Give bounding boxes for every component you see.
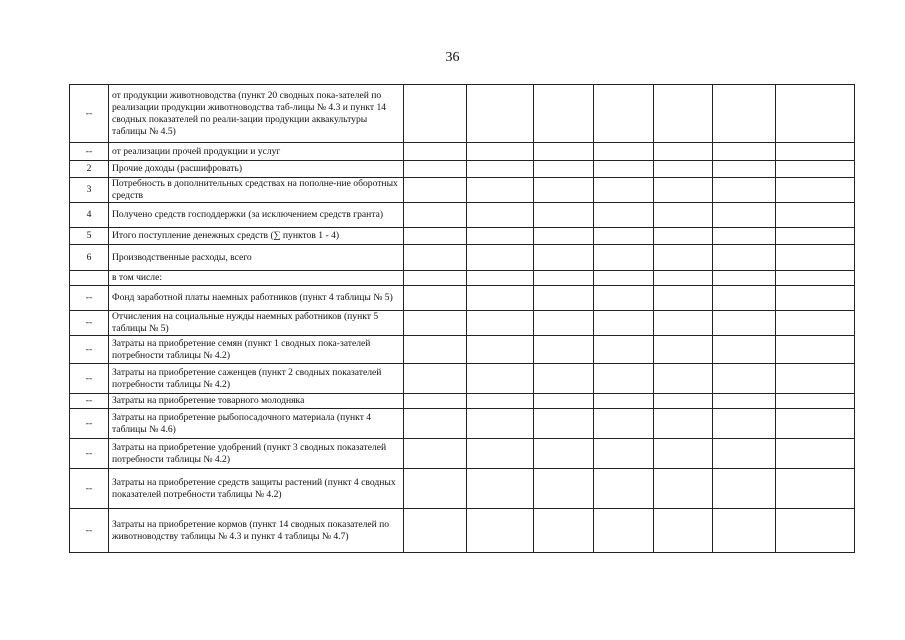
value-cell: [776, 286, 855, 311]
value-cell: [594, 85, 654, 143]
row-number: --: [70, 286, 109, 311]
value-cell: [654, 394, 713, 409]
row-description: в том числе:: [109, 271, 404, 286]
value-cell: [534, 469, 594, 509]
value-cell: [713, 469, 776, 509]
value-cell: [713, 228, 776, 245]
value-cell: [404, 469, 467, 509]
value-cell: [654, 271, 713, 286]
value-cell: [534, 271, 594, 286]
value-cell: [713, 439, 776, 469]
value-cell: [467, 143, 534, 161]
value-cell: [534, 311, 594, 336]
value-cell: [654, 178, 713, 203]
row-description: Затраты на приобретение рыбопосадочного материала (пункт 4 таблицы № 4.6): [109, 409, 404, 439]
value-cell: [776, 85, 855, 143]
value-cell: [594, 509, 654, 553]
value-cell: [467, 161, 534, 178]
value-cell: [534, 228, 594, 245]
value-cell: [467, 286, 534, 311]
value-cell: [534, 409, 594, 439]
table-row: [70, 271, 855, 286]
value-cell: [404, 245, 467, 271]
value-cell: [654, 364, 713, 394]
value-cell: [594, 178, 654, 203]
value-cell: [713, 336, 776, 364]
value-cell: [654, 228, 713, 245]
table-row: [70, 245, 855, 271]
row-number: --: [70, 439, 109, 469]
row-number: --: [70, 85, 109, 143]
table-row: [70, 409, 855, 439]
value-cell: [534, 245, 594, 271]
value-cell: [713, 311, 776, 336]
row-description: Получено средств господдержки (за исключением средств гранта): [109, 203, 404, 228]
value-cell: [594, 245, 654, 271]
value-cell: [534, 364, 594, 394]
table-row: [70, 439, 855, 469]
value-cell: [776, 203, 855, 228]
value-cell: [467, 364, 534, 394]
value-cell: [534, 203, 594, 228]
value-cell: [404, 364, 467, 394]
value-cell: [713, 161, 776, 178]
row-description: от продукции животноводства (пункт 20 сводных пока-зателей по реализации продукции животноводства таб-лицы № 4.3 и пункт 14 сводных показателей по реали-зации продукции аквакультуры таблицы № 4.5): [109, 85, 404, 143]
value-cell: [534, 143, 594, 161]
value-cell: [534, 161, 594, 178]
value-cell: [467, 85, 534, 143]
value-cell: [404, 509, 467, 553]
value-cell: [467, 439, 534, 469]
value-cell: [713, 271, 776, 286]
value-cell: [776, 271, 855, 286]
row-number: 6: [70, 245, 109, 271]
value-cell: [776, 364, 855, 394]
value-cell: [713, 203, 776, 228]
value-cell: [713, 364, 776, 394]
value-cell: [776, 228, 855, 245]
value-cell: [404, 286, 467, 311]
value-cell: [467, 409, 534, 439]
value-cell: [776, 336, 855, 364]
value-cell: [467, 469, 534, 509]
row-number: --: [70, 364, 109, 394]
value-cell: [404, 336, 467, 364]
value-cell: [654, 286, 713, 311]
value-cell: [467, 203, 534, 228]
value-cell: [776, 245, 855, 271]
row-description: Затраты на приобретение средств защиты растений (пункт 4 сводных показателей потребности таблицы № 4.2): [109, 469, 404, 509]
value-cell: [404, 178, 467, 203]
row-description: Затраты на приобретение удобрений (пункт 3 сводных показателей потребности таблицы № 4.2): [109, 439, 404, 469]
value-cell: [594, 311, 654, 336]
row-description: Отчисления на социальные нужды наемных работников (пункт 5 таблицы № 5): [109, 311, 404, 336]
value-cell: [713, 245, 776, 271]
row-description: Затраты на приобретение кормов (пункт 14 сводных показателей по животноводству таблицы № 4.3 и пункт 4 таблицы № 4.7): [109, 509, 404, 553]
value-cell: [776, 439, 855, 469]
row-number: [70, 271, 109, 286]
table-row: [70, 143, 855, 161]
value-cell: [713, 85, 776, 143]
value-cell: [404, 409, 467, 439]
table-row: [70, 228, 855, 245]
value-cell: [467, 311, 534, 336]
value-cell: [404, 85, 467, 143]
row-number: 3: [70, 178, 109, 203]
value-cell: [404, 143, 467, 161]
value-cell: [654, 469, 713, 509]
financial-table: [69, 84, 855, 553]
value-cell: [654, 311, 713, 336]
value-cell: [534, 394, 594, 409]
value-cell: [776, 394, 855, 409]
value-cell: [654, 409, 713, 439]
row-number: 2: [70, 161, 109, 178]
value-cell: [467, 394, 534, 409]
table-row: [70, 178, 855, 203]
row-number: --: [70, 409, 109, 439]
value-cell: [594, 336, 654, 364]
value-cell: [594, 203, 654, 228]
table-row: [70, 203, 855, 228]
row-number: --: [70, 394, 109, 409]
value-cell: [713, 509, 776, 553]
value-cell: [594, 286, 654, 311]
value-cell: [404, 161, 467, 178]
value-cell: [594, 161, 654, 178]
row-description: Затраты на приобретение товарного молодняка: [109, 394, 404, 409]
value-cell: [404, 311, 467, 336]
value-cell: [654, 203, 713, 228]
value-cell: [534, 178, 594, 203]
table-row: [70, 311, 855, 336]
value-cell: [594, 364, 654, 394]
value-cell: [467, 509, 534, 553]
row-number: --: [70, 336, 109, 364]
value-cell: [713, 286, 776, 311]
table-row: [70, 85, 855, 143]
row-description: Прочие доходы (расшифровать): [109, 161, 404, 178]
row-number: --: [70, 509, 109, 553]
row-description: Затраты на приобретение саженцев (пункт 2 сводных показателей потребности таблицы № 4.2): [109, 364, 404, 394]
value-cell: [467, 271, 534, 286]
row-number: --: [70, 143, 109, 161]
value-cell: [654, 143, 713, 161]
value-cell: [776, 469, 855, 509]
value-cell: [776, 143, 855, 161]
value-cell: [594, 228, 654, 245]
row-description: Потребность в дополнительных средствах на пополне-ние оборотных средств: [109, 178, 404, 203]
page-number: 36: [445, 50, 460, 65]
table-row: [70, 161, 855, 178]
value-cell: [776, 178, 855, 203]
value-cell: [404, 439, 467, 469]
value-cell: [467, 228, 534, 245]
value-cell: [534, 439, 594, 469]
row-number: 5: [70, 228, 109, 245]
value-cell: [467, 178, 534, 203]
value-cell: [654, 336, 713, 364]
value-cell: [654, 161, 713, 178]
table-body: [70, 85, 855, 553]
table-row: [70, 364, 855, 394]
value-cell: [467, 336, 534, 364]
value-cell: [404, 228, 467, 245]
value-cell: [534, 286, 594, 311]
value-cell: [654, 85, 713, 143]
value-cell: [594, 469, 654, 509]
row-description: Фонд заработной платы наемных работников (пункт 4 таблицы № 5): [109, 286, 404, 311]
value-cell: [404, 203, 467, 228]
value-cell: [713, 409, 776, 439]
row-description: Итого поступление денежных средств (∑ пунктов 1 - 4): [109, 228, 404, 245]
row-number: --: [70, 311, 109, 336]
value-cell: [594, 143, 654, 161]
value-cell: [594, 439, 654, 469]
table-row: [70, 394, 855, 409]
value-cell: [534, 509, 594, 553]
table-row: [70, 469, 855, 509]
row-description: Производственные расходы, всего: [109, 245, 404, 271]
value-cell: [713, 143, 776, 161]
row-number: 4: [70, 203, 109, 228]
row-description: от реализации прочей продукции и услуг: [109, 143, 404, 161]
row-number: --: [70, 469, 109, 509]
value-cell: [404, 271, 467, 286]
value-cell: [776, 509, 855, 553]
value-cell: [534, 85, 594, 143]
table-row: [70, 336, 855, 364]
value-cell: [654, 509, 713, 553]
value-cell: [594, 409, 654, 439]
value-cell: [713, 178, 776, 203]
value-cell: [654, 439, 713, 469]
value-cell: [654, 245, 713, 271]
table-row: [70, 509, 855, 553]
table-row: [70, 286, 855, 311]
row-description: Затраты на приобретение семян (пункт 1 сводных пока-зателей потребности таблицы № 4.2): [109, 336, 404, 364]
value-cell: [776, 409, 855, 439]
value-cell: [776, 161, 855, 178]
value-cell: [534, 336, 594, 364]
value-cell: [594, 271, 654, 286]
value-cell: [467, 245, 534, 271]
value-cell: [404, 394, 467, 409]
value-cell: [594, 394, 654, 409]
value-cell: [713, 394, 776, 409]
value-cell: [776, 311, 855, 336]
